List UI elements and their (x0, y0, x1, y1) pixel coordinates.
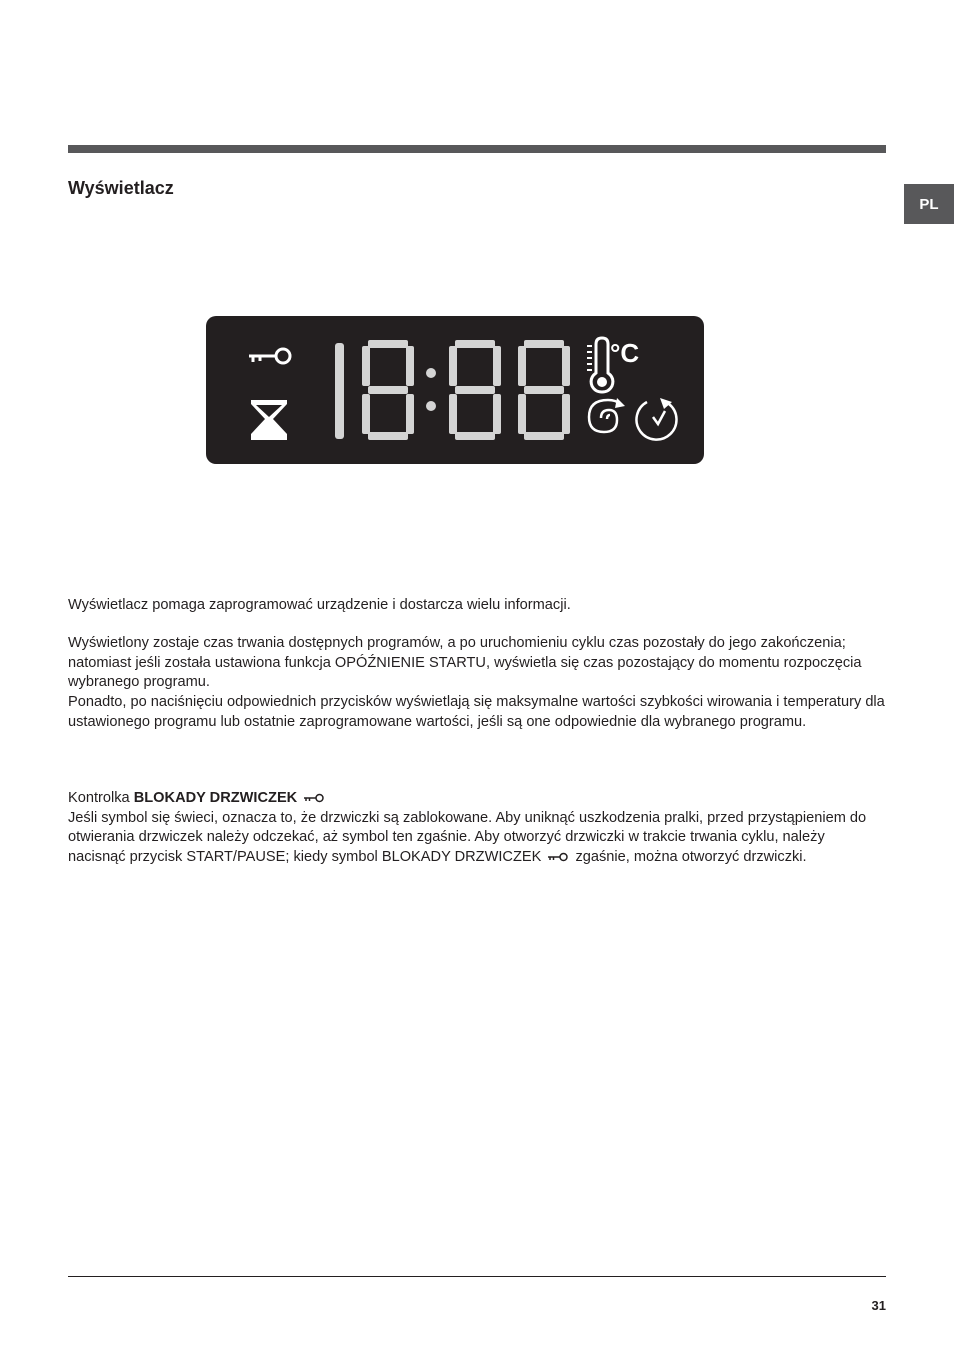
paragraph-door-lock (68, 789, 886, 867)
bottom-rule (68, 1276, 886, 1277)
temperature-unit: °C (610, 338, 640, 368)
language-tab: PL (904, 184, 954, 224)
door-lock-text-1: Jeśli symbol się świeci, oznacza to, że drzwiczki są zablokowane. Aby uniknąć uszkodzenia pralki, przed przystąpieniem do otwierania drzwiczek należy odczekać, aż symbol ten zgaśnie. Aby otworzyć drzwiczki w trakcie trwania cyklu, należy nacisnąć przycisk START/PAUSE; kiedy symbol BLOKADY DRZWICZEK (68, 809, 867, 865)
paragraph-values: Ponadto, po naciśnięciu odpowiednich przycisków wyświetlają się maksymalne wartości szybkości wirowania i temperatury dla ustawionego programu lub ostatnie zaprogramowane wartości, jeśli są one odpowiednie dla wybranego programu. (68, 694, 885, 730)
top-rule (68, 145, 886, 153)
door-lock-heading-prefix: Kontrolka (68, 790, 134, 806)
door-lock-key-icon (547, 852, 569, 862)
door-lock-key-icon (303, 793, 325, 803)
door-lock-heading: BLOKADY DRZWICZEK (133, 790, 298, 806)
display-panel (206, 316, 704, 464)
page-title: Wyświetlacz (68, 178, 174, 198)
page-number: 31 (871, 1298, 886, 1313)
paragraph-intro: Wyświetlacz pomaga zaprogramować urządzenie i dostarcza wielu informacji. (68, 597, 571, 613)
door-lock-text-2: zgaśnie, można otworzyć drzwiczki. (571, 848, 807, 865)
paragraph-duration: Wyświetlony zostaje czas trwania dostępnych programów, a po uruchomieniu cyklu czas pozostały do jego zakończenia; natomiast jeśli została ustawiona funkcja OPÓŹNIENIE STARTU, wyświetla się czas pozostający do momentu rozpoczęcia wybranego programu. (68, 635, 862, 690)
